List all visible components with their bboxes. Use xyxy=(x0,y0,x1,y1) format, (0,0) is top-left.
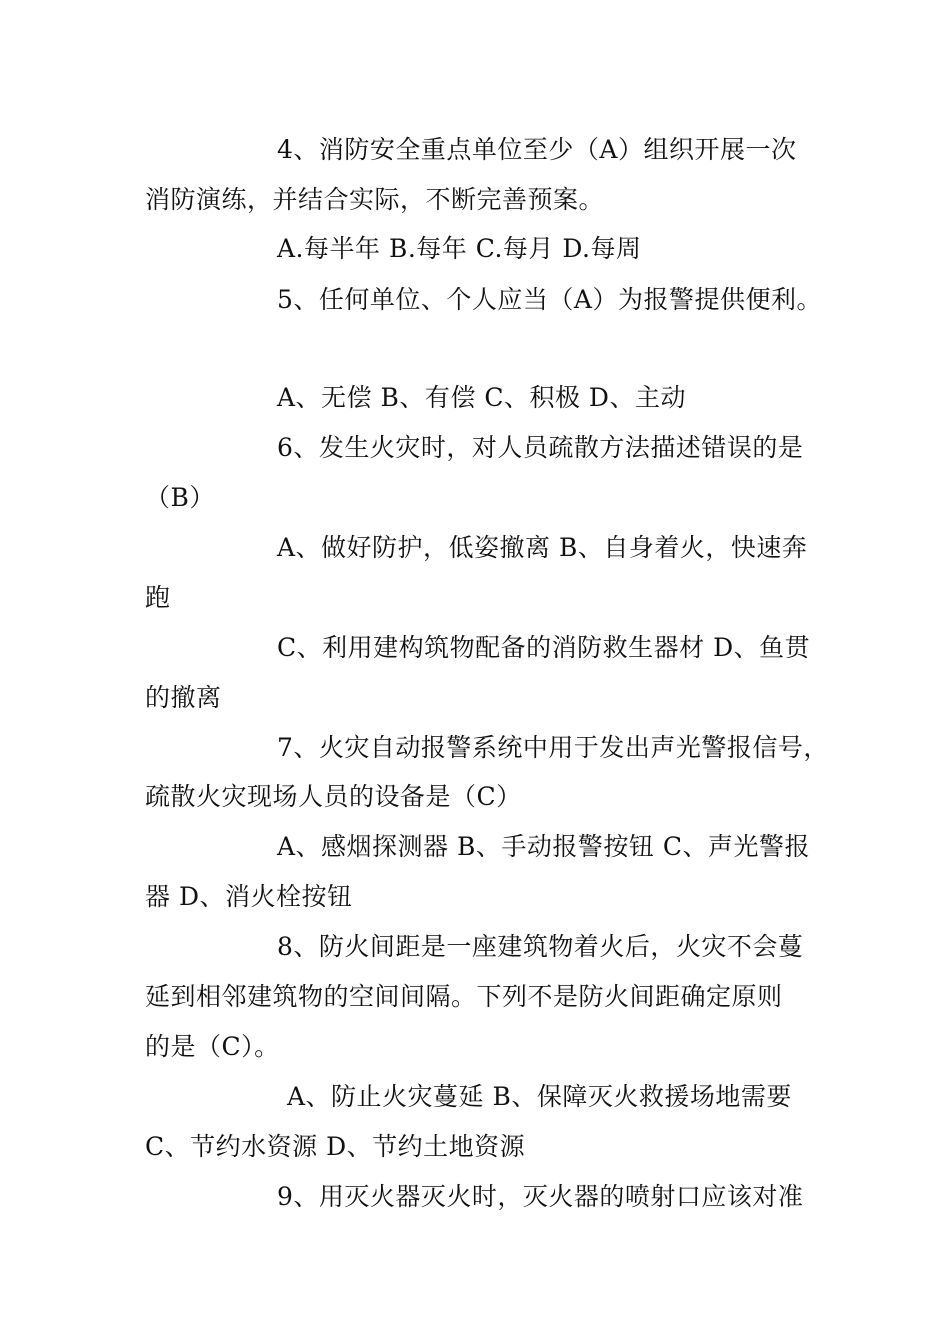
question-7-options-line-2: 器 D、消火栓按钮 xyxy=(145,882,353,911)
question-5-options: A、无偿 B、有偿 C、积极 D、主动 xyxy=(277,383,686,412)
question-8-options-line-2: C、节约水资源 D、节约土地资源 xyxy=(145,1132,526,1161)
question-6-line-2: （B） xyxy=(145,483,215,512)
question-4-line-1: 4、消防安全重点单位至少（A）组织开展一次 xyxy=(277,135,797,164)
question-6-options-line-2: 跑 xyxy=(145,583,171,612)
question-9-line-1: 9、用灭火器灭火时，灭火器的喷射口应该对准 xyxy=(277,1182,804,1211)
question-7-line-1: 7、火灾自动报警系统中用于发出声光警报信号， xyxy=(277,733,829,762)
question-8-line-3: 的是（C）。 xyxy=(145,1032,280,1061)
question-6-line-1: 6、发生火灾时，对人员疏散方法描述错误的是 xyxy=(277,433,804,462)
question-8-line-1: 8、防火间距是一座建筑物着火后，火灾不会蔓 xyxy=(277,932,804,961)
question-4-options: A.每半年 B.每年 C.每月 D.每周 xyxy=(277,234,642,263)
question-5-line-1: 5、任何单位、个人应当（A）为报警提供便利。 xyxy=(277,285,822,314)
question-6-options-line-4: 的撤离 xyxy=(145,683,222,712)
question-8-options-line-1: A、防止火灾蔓延 B、保障灭火救援场地需要 xyxy=(287,1082,792,1111)
question-6-options-line-1: A、做好防护，低姿撤离 B、自身着火，快速奔 xyxy=(277,533,808,562)
question-7-options-line-1: A、感烟探测器 B、手动报警按钮 C、声光警报 xyxy=(277,832,810,861)
question-6-options-line-3: C、利用建构筑物配备的消防救生器材 D、鱼贯 xyxy=(277,633,811,662)
question-8-line-2: 延到相邻建筑物的空间间隔。下列不是防火间距确定原则 xyxy=(145,982,783,1011)
question-4-line-2: 消防演练，并结合实际，不断完善预案。 xyxy=(145,185,605,214)
question-7-line-2: 疏散火灾现场人员的设备是（C） xyxy=(145,782,522,811)
